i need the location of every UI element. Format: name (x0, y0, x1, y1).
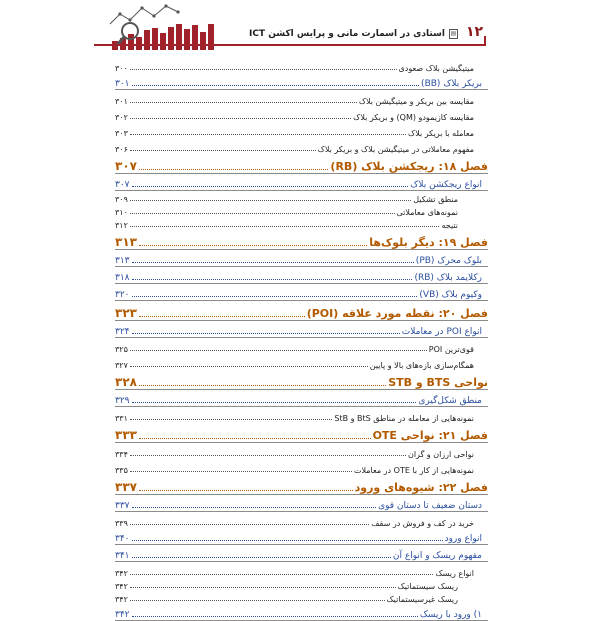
book-icon: ▤ (450, 30, 457, 37)
toc-entry-title: وکیوم بلاک (VB) (419, 290, 482, 300)
dot-leader (132, 616, 418, 617)
dot-leader (130, 150, 316, 151)
dot-leader (132, 296, 418, 297)
toc-entry-title: منطق تشکیل (413, 195, 458, 204)
bar-decoration (176, 24, 182, 50)
toc-entry-row[interactable] (115, 578, 488, 591)
toc-entry-title: فصل ۱۹: دیگر بلوک‌ها (369, 236, 488, 249)
toc-entry-title: میتیگیشن بلاک صعودی (398, 64, 474, 73)
dot-leader (130, 455, 406, 456)
dot-leader (130, 471, 352, 472)
toc-entry-row[interactable] (115, 250, 488, 267)
dot-leader (130, 574, 434, 575)
toc-entry-row[interactable] (115, 57, 488, 73)
toc-page-number: ۳۳۱ (115, 414, 128, 423)
toc-entry-row[interactable] (115, 204, 488, 217)
book-title: استادی در اسمارت مانی و پرایس اکشن ICT (248, 29, 445, 39)
toc-entry-row[interactable] (115, 495, 488, 512)
toc-page-number: ۳۳۹ (115, 519, 128, 528)
dot-leader (132, 186, 409, 187)
toc-page-number: ۳۲۰ (115, 290, 130, 300)
dot-leader (132, 85, 420, 86)
toc-entry-title: فصل ۲۱: نواحی OTE (372, 429, 488, 442)
dot-leader (130, 600, 385, 601)
dot-leader (132, 402, 417, 403)
toc-page-number: ۳۴۲ (115, 569, 128, 578)
bar-decoration (192, 25, 198, 50)
toc-page-number: ۳۲۴ (115, 327, 130, 337)
toc-entry-row[interactable] (115, 407, 488, 423)
toc-entry-row[interactable] (115, 267, 488, 284)
toc-page-number: ۳۰۲ (115, 113, 128, 122)
dot-leader (130, 366, 368, 367)
toc-entry-title: نتیجه (441, 221, 458, 230)
toc-entry-row[interactable] (115, 106, 488, 122)
toc-entry-title: مفهوم معاملاتی در میتیگیشن بلاک و بریکر بلاک (317, 145, 474, 154)
toc-entry-title: نواحی ارزان و گران (407, 450, 474, 459)
toc-entry-title: انواع ورود (444, 534, 482, 544)
toc-entry-title: رکلایمد بلاک (RB) (414, 273, 482, 283)
toc-page-number: ۳۳۷ (115, 480, 137, 494)
toc-entry-title: انواع ریجکشن بلاک (410, 180, 482, 190)
bar-decoration (144, 30, 150, 50)
toc-page-number: ۳۰۱ (115, 97, 128, 106)
toc-entry-title: مقایسه بین بریکر و میتیگیشن بلاک (358, 97, 474, 106)
dot-leader (130, 524, 369, 525)
toc-entry-title: ریسک سیستماتیک (397, 582, 458, 591)
toc-entry-title: نواحی BTS و STB (388, 376, 488, 389)
dot-leader (132, 507, 377, 508)
toc-chapter-row[interactable] (115, 423, 488, 443)
toc-entry-row[interactable] (115, 321, 488, 338)
toc-entry-title: همگام‌سازی بازه‌های بالا و پایین (369, 361, 474, 370)
toc-page-number: ۳۴۲ (115, 610, 130, 620)
toc-page-number: ۳۰۶ (115, 145, 128, 154)
bar-decoration (184, 29, 190, 50)
dot-leader (132, 540, 443, 541)
toc-entry-row[interactable] (115, 122, 488, 138)
toc-page-number: ۳۲۷ (115, 361, 128, 370)
bar-decoration (208, 24, 214, 50)
toc-entry-title: بریکر بلاک (BB) (421, 79, 482, 89)
dot-leader (130, 69, 397, 70)
toc-entry-title: انواع POI در معاملات (401, 327, 482, 337)
toc-entry-row[interactable] (115, 604, 488, 621)
toc-entry-title: فصل ۲۲: شیوه‌های ورود (354, 481, 488, 494)
dot-leader (139, 438, 371, 439)
dot-leader (130, 134, 406, 135)
toc-page-number: ۳۱۰ (115, 208, 128, 217)
toc-page-number: ۳۰۹ (115, 195, 128, 204)
toc-chapter-row[interactable] (115, 370, 488, 390)
toc-entry-title: نمونه‌هایی از معامله در مناطق BtS و StB (334, 414, 474, 423)
toc-entry-row[interactable] (115, 512, 488, 528)
dot-leader (139, 490, 353, 491)
dot-leader (130, 200, 411, 201)
toc-entry-row[interactable] (115, 217, 488, 230)
bar-decoration (200, 32, 206, 50)
dot-leader (130, 350, 427, 351)
toc-entry-row[interactable] (115, 191, 488, 204)
toc-entry-title: بلوک محرک (PB) (415, 256, 482, 266)
toc-page-number: ۳۳۷ (115, 501, 130, 511)
toc-entry-row[interactable] (115, 528, 488, 545)
toc-entry-title: منطق شکل‌گیری (418, 396, 482, 406)
toc-entry-title: ریسک غیرسیستماتیک (386, 595, 458, 604)
toc-page-number: ۳۳۵ (115, 466, 128, 475)
toc-page-number: ۳۴۲ (115, 595, 128, 604)
dot-leader (130, 102, 357, 103)
toc-entry-title: قوی‌ترین POI (428, 345, 474, 354)
toc-page-number: ۳۳۴ (115, 450, 128, 459)
page-header (0, 0, 600, 52)
toc-entry-row[interactable] (115, 174, 488, 191)
dot-leader (130, 587, 396, 588)
toc-page-number: ۳۲۸ (115, 375, 137, 389)
toc-entry-row[interactable] (115, 284, 488, 301)
dot-leader (132, 333, 400, 334)
dot-leader (130, 118, 351, 119)
toc-page-number: ۳۲۵ (115, 345, 128, 354)
toc-page-number: ۳۰۷ (115, 159, 137, 173)
toc-entry-row[interactable] (115, 354, 488, 370)
dot-leader (130, 213, 395, 214)
toc-chapter-row[interactable] (115, 301, 488, 321)
toc-entry-row[interactable] (115, 443, 488, 459)
toc-entry-row[interactable] (115, 459, 488, 475)
toc-page-number: ۳۱۳ (115, 256, 130, 266)
toc-entry-title: فصل ۲۰: نقطه مورد علاقه (POI) (306, 307, 488, 320)
toc-entry-row[interactable] (115, 562, 488, 578)
toc-entry-title: خرید در کف و فروش در سقف (371, 519, 474, 528)
header-rule-end (484, 36, 486, 46)
bar-decoration (168, 27, 174, 50)
toc-entry-row[interactable] (115, 338, 488, 354)
toc-page-number: ۳۱۲ (115, 221, 128, 230)
toc-page-number: ۳۱۸ (115, 273, 130, 283)
toc-entry-row[interactable] (115, 138, 488, 154)
dot-leader (130, 226, 440, 227)
toc-page-number: ۳۱۳ (115, 235, 137, 249)
dot-leader (132, 279, 413, 280)
toc-page-number: ۳۲۳ (115, 306, 137, 320)
toc-page-number: ۳۴۲ (115, 582, 128, 591)
dot-leader (139, 316, 305, 317)
header-rule (94, 44, 484, 46)
toc-entry-row[interactable] (115, 390, 488, 407)
bar-decoration (160, 33, 166, 50)
toc-page-number: ۳۴۰ (115, 534, 130, 544)
dot-leader (132, 557, 391, 558)
toc-entry-title: مقایسه کازیمودو (QM) و بریکر بلاک (353, 113, 474, 122)
toc-page-number: ۳۰۷ (115, 180, 130, 190)
toc-entry-row[interactable] (115, 73, 488, 90)
toc-page-number: ۳۲۹ (115, 396, 130, 406)
toc-entry-title: ۱) ورود با ریسک (419, 610, 482, 620)
bar-decoration (152, 28, 158, 50)
toc-page-number: ۳۰۱ (115, 79, 130, 89)
toc-entry-title: مفهوم ریسک و انواع آن (392, 551, 482, 561)
dot-leader (139, 245, 367, 246)
toc-chapter-row[interactable] (115, 475, 488, 495)
table-of-contents (115, 57, 488, 621)
toc-entry-title: فصل ۱۸: ریجکشن بلاک (RB) (330, 160, 488, 173)
toc-entry-title: معامله با بریکر بلاک (408, 129, 474, 138)
dot-leader (132, 262, 414, 263)
toc-chapter-row[interactable] (115, 230, 488, 250)
toc-entry-title: نمونه‌های معاملاتی (396, 208, 458, 217)
toc-page-number: ۳۴۱ (115, 551, 130, 561)
page-number: ۱۲ (466, 24, 484, 40)
dot-leader (139, 385, 386, 386)
toc-entry-title: انواع ریسک (435, 569, 474, 578)
dot-leader (139, 169, 328, 170)
toc-page-number: ۳۰۰ (115, 64, 128, 73)
dot-leader (130, 419, 332, 420)
toc-page-number: ۳۰۳ (115, 129, 128, 138)
toc-entry-title: نمونه‌هایی از کار با OTE در معاملات (353, 466, 474, 475)
toc-entry-row[interactable] (115, 591, 488, 604)
toc-entry-row[interactable] (115, 90, 488, 106)
toc-page-number: ۳۳۳ (115, 428, 137, 442)
toc-entry-title: دستان ضعیف تا دستان قوی (378, 501, 482, 511)
toc-entry-row[interactable] (115, 545, 488, 562)
toc-chapter-row[interactable] (115, 154, 488, 174)
